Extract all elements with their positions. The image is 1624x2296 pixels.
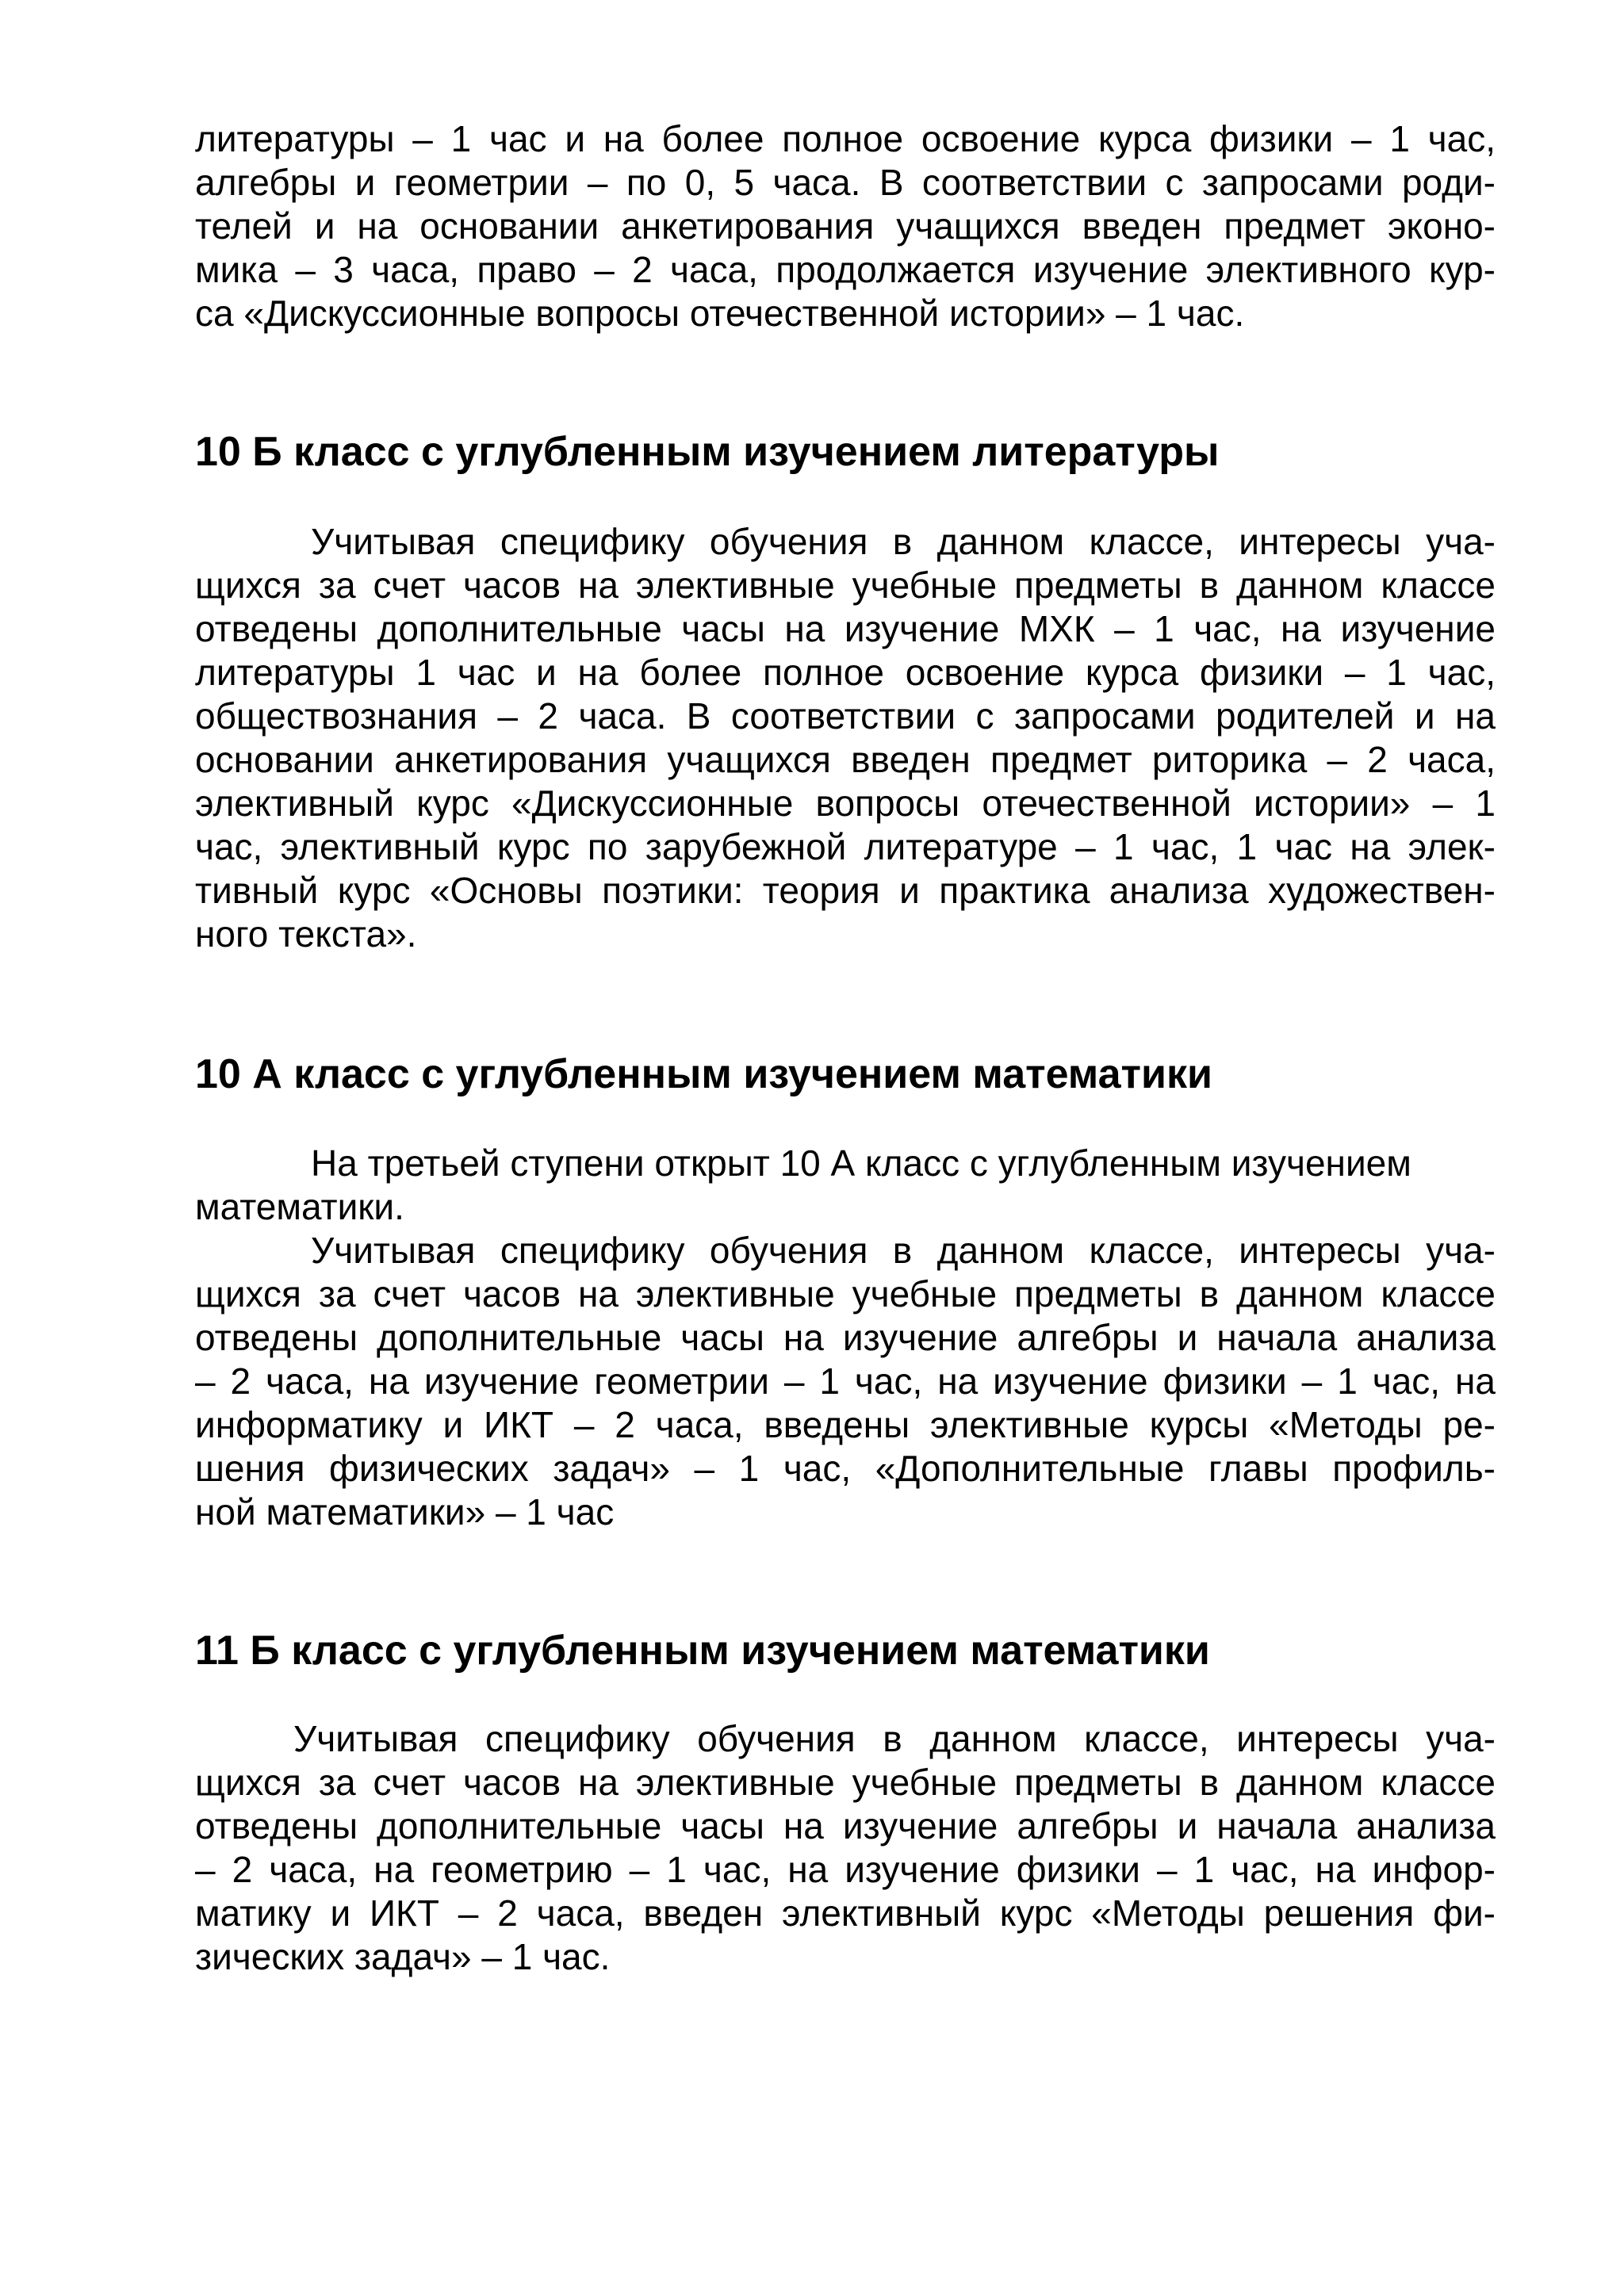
section-heading-10b: 10 Б класс с углубленным изучением литературы — [195, 429, 1220, 475]
section-heading-11b: 11 Б класс с углубленным изучением математики — [195, 1628, 1210, 1674]
text-line: телей и на основании анкетирования учащихся введен предмет эконо- — [195, 205, 1496, 247]
section-10b-paragraph — [195, 520, 1496, 956]
section-heading-10a: 10 А класс с углубленным изучением математики — [195, 1051, 1212, 1097]
text-line: ной математики» – 1 час — [195, 1491, 615, 1533]
text-line: отведены дополнительные часы на изучение МХК – 1 час, на изучение — [195, 608, 1496, 649]
text-line: зических задач» – 1 час. — [195, 1936, 611, 1977]
text-line: шения физических задач» – 1 час, «Дополнительные главы профиль- — [195, 1448, 1496, 1489]
text-line: – 2 часа, на изучение геометрии – 1 час, на изучение физики – 1 час, на — [195, 1360, 1496, 1402]
text-line: Учитывая специфику обучения в данном классе, интересы уча- — [293, 1718, 1496, 1759]
intro-paragraph — [195, 117, 1496, 335]
section-11b-paragraph — [195, 1717, 1496, 1979]
text-line: элективный курс «Дискуссионные вопросы отечественной истории» – 1 — [195, 783, 1496, 824]
text-line: обществознания – 2 часа. В соответствии с запросами родителей и на — [195, 695, 1496, 737]
text-line: отведены дополнительные часы на изучение алгебры и начала анализа — [195, 1805, 1496, 1846]
text-line: отведены дополнительные часы на изучение алгебры и начала анализа — [195, 1317, 1496, 1358]
text-line: матику и ИКТ – 2 часа, введен элективный курс «Методы решения фи- — [195, 1892, 1496, 1934]
text-line: литературы – 1 час и на более полное освоение курса физики – 1 час, — [195, 118, 1496, 159]
text-line: основании анкетирования учащихся введен предмет риторика – 2 часа, — [195, 739, 1496, 780]
text-line: информатику и ИКТ – 2 часа, введены элективные курсы «Методы ре- — [195, 1404, 1496, 1445]
text-line: час, элективный курс по зарубежной литературе – 1 час, 1 час на элек- — [195, 826, 1496, 867]
text-line: ного текста». — [195, 913, 417, 955]
section-10a-paragraph — [195, 1142, 1496, 1534]
text-line: алгебры и геометрии – по 0, 5 часа. В соответствии с запросами роди- — [195, 162, 1496, 203]
text-line: са «Дискуссионные вопросы отечественной истории» – 1 час. — [195, 293, 1245, 334]
text-line: Учитывая специфику обучения в данном классе, интересы уча- — [311, 521, 1496, 562]
text-line: – 2 часа, на геометрию – 1 час, на изучение физики – 1 час, на инфор- — [195, 1849, 1496, 1890]
text-line: На третьей ступени открыт 10 А класс с углубленным изучением — [311, 1142, 1411, 1184]
text-line: литературы 1 час и на более полное освоение курса физики – 1 час, — [195, 652, 1496, 693]
text-line: Учитывая специфику обучения в данном классе, интересы уча- — [311, 1230, 1496, 1271]
text-line: мика – 3 часа, право – 2 часа, продолжается изучение элективного кур- — [195, 249, 1496, 290]
text-line: математики. — [195, 1186, 404, 1227]
text-line: щихся за счет часов на элективные учебные предметы в данном классе — [195, 564, 1496, 606]
text-line: тивный курс «Основы поэтики: теория и практика анализа художествен- — [195, 870, 1496, 911]
text-line: щихся за счет часов на элективные учебные предметы в данном классе — [195, 1762, 1496, 1803]
text-line: щихся за счет часов на элективные учебные предметы в данном классе — [195, 1273, 1496, 1314]
